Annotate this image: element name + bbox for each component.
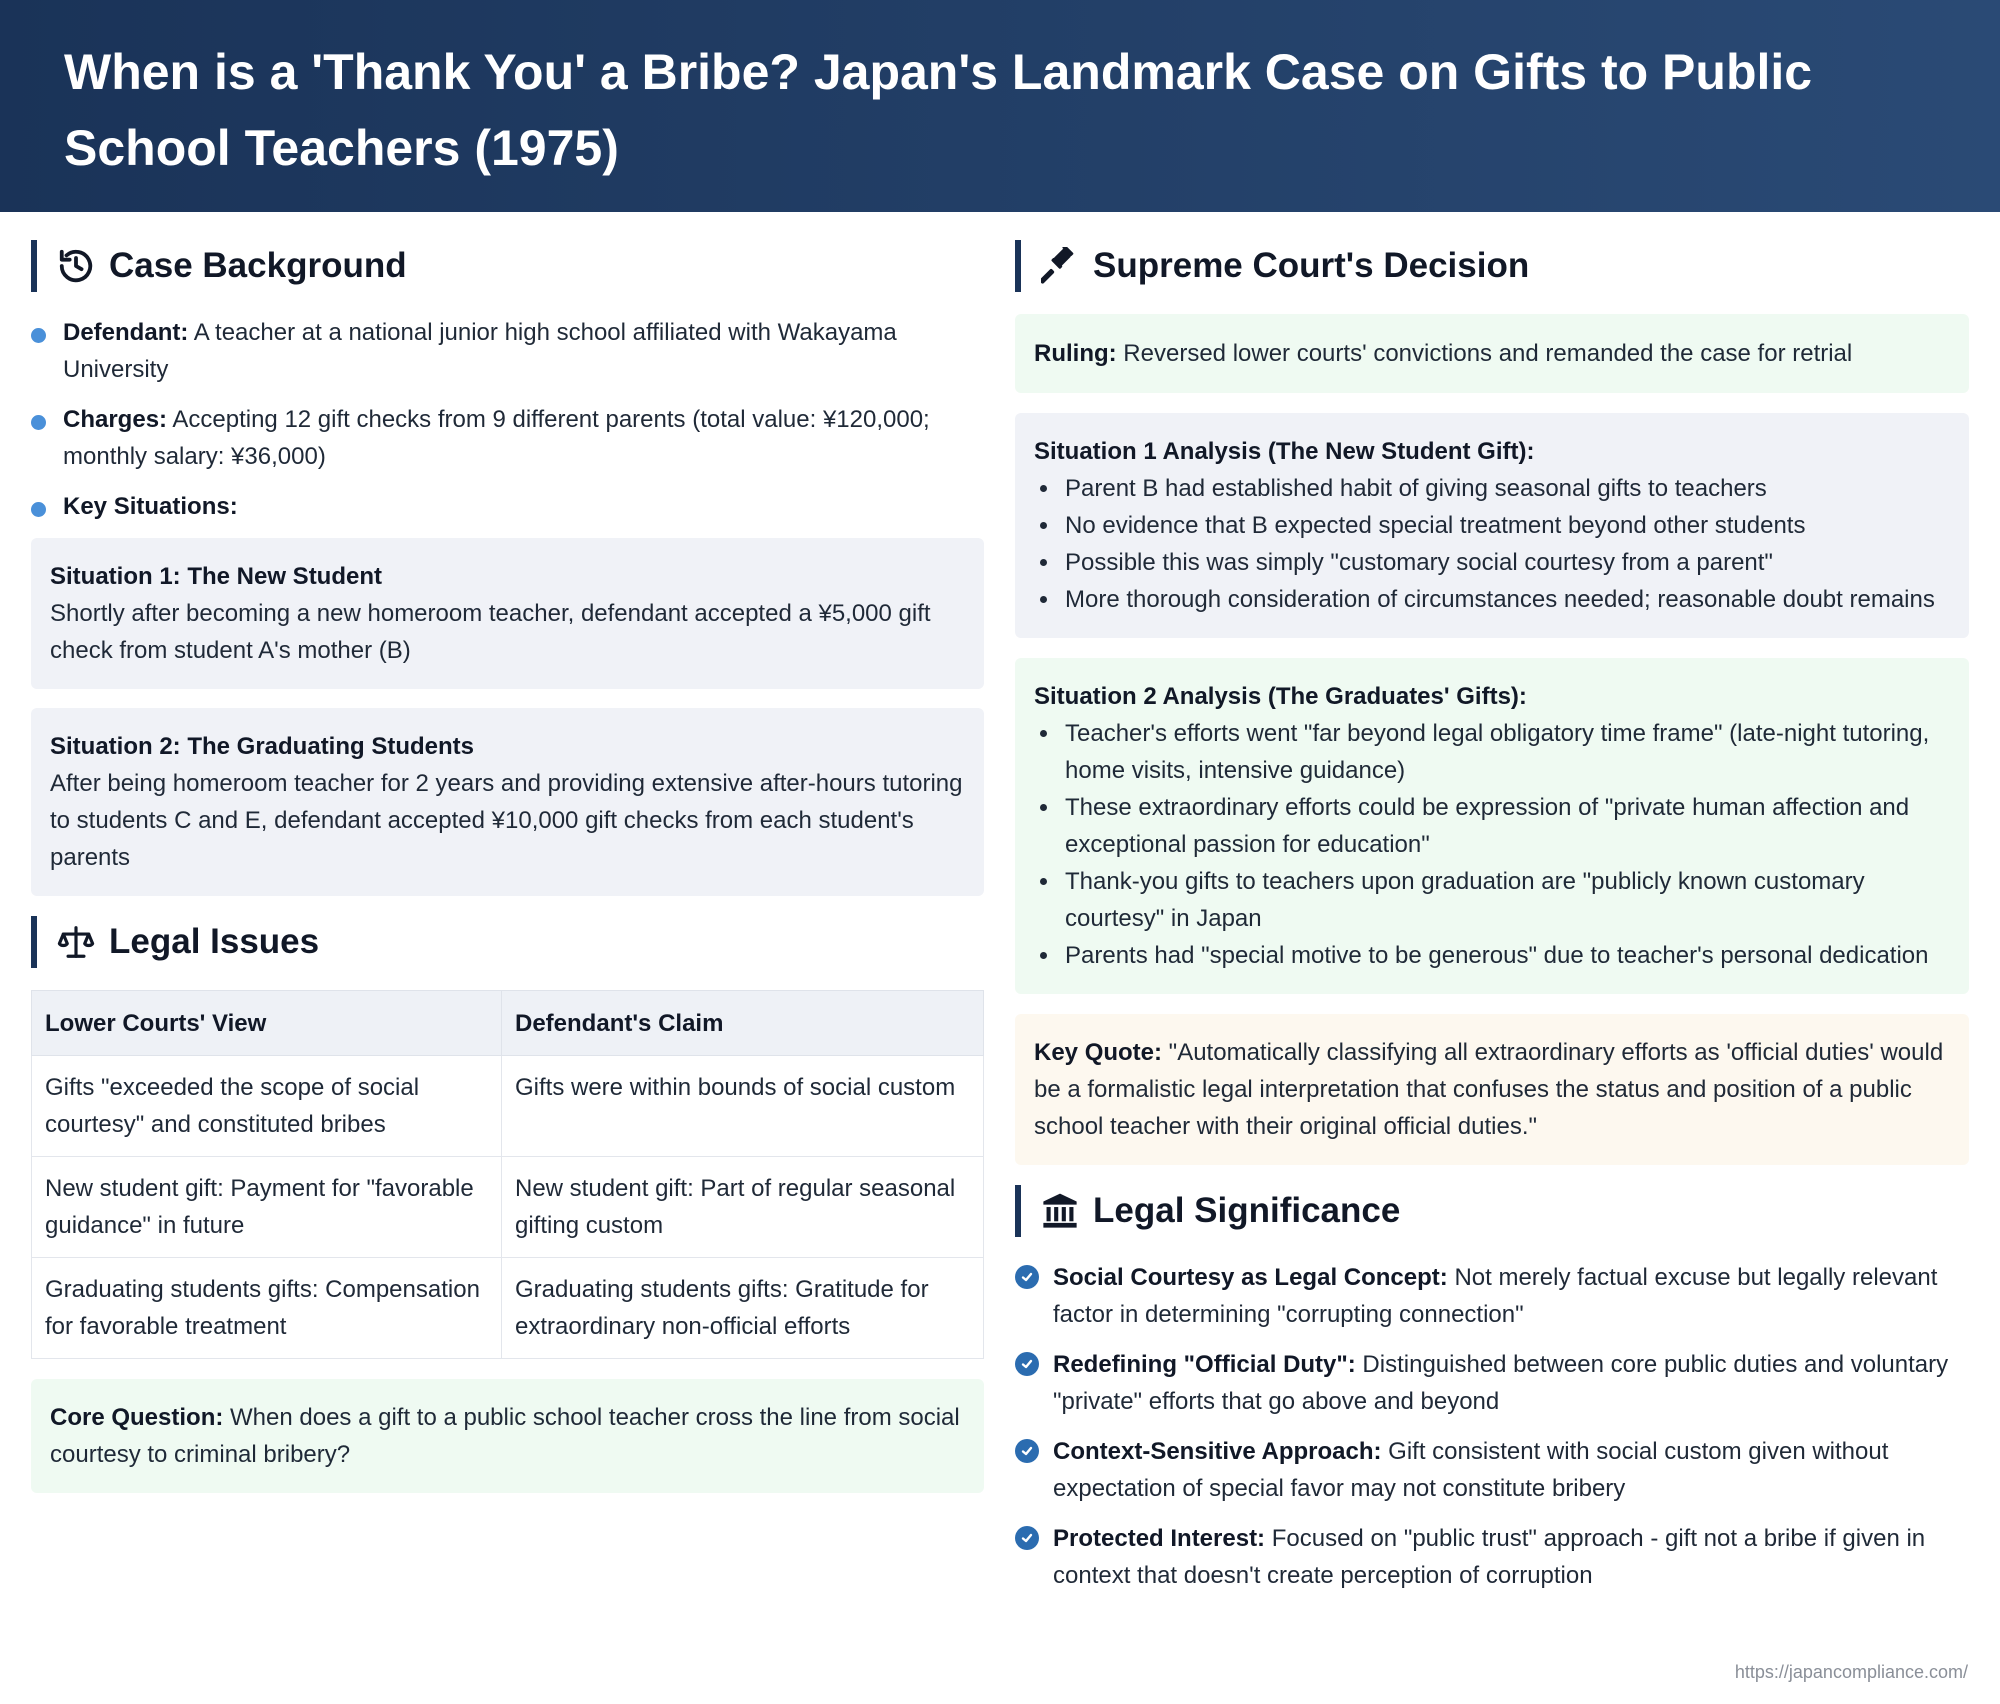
situation-2-analysis-title: Situation 2 Analysis (The Graduates' Gifts): xyxy=(1034,683,1527,710)
list-item: More thorough consideration of circumstances needed; reasonable doubt remains xyxy=(1034,581,1950,618)
key-quote-box xyxy=(1015,1014,1969,1165)
list-item: Thank-you gifts to teachers upon graduation are "publicly known customary courtesy" in Japan xyxy=(1034,863,1950,937)
legal-issues-table xyxy=(31,990,984,1359)
table-cell: Gifts "exceeded the scope of social courtesy" and constituted bribes xyxy=(32,1056,502,1157)
table-cell: New student gift: Part of regular seasonal gifting custom xyxy=(502,1157,984,1258)
table-row xyxy=(32,1056,984,1157)
key-quote-label: Key Quote: xyxy=(1034,1039,1163,1066)
table-cell: New student gift: Payment for "favorable guidance" in future xyxy=(32,1157,502,1258)
lower-courts-header: Lower Courts' View xyxy=(32,991,502,1056)
table-cell: Graduating students gifts: Gratitude for extraordinary non-official efforts xyxy=(502,1258,984,1359)
list-item: Possible this was simply "customary social courtesy from a parent" xyxy=(1034,544,1950,581)
situation-1-text: Shortly after becoming a new homeroom teacher, defendant accepted a ¥5,000 gift check from student A's mother (B) xyxy=(50,600,931,664)
situation-2-analysis-list xyxy=(1034,715,1950,974)
check-circle-icon xyxy=(1015,1265,1039,1289)
check-circle-icon xyxy=(1015,1439,1039,1463)
footer-url: https://japancompliance.com/ xyxy=(1734,1662,1968,1682)
core-question-label: Core Question: xyxy=(50,1404,224,1431)
significance-list xyxy=(1015,1259,1969,1594)
list-item: Teacher's efforts went "far beyond legal obligatory time frame" (late-night tutoring, home visits, intensive guidance) xyxy=(1034,715,1950,789)
background-list xyxy=(31,314,984,525)
legal-issues-title: Legal Issues xyxy=(109,922,320,961)
right-column xyxy=(1015,240,1969,1607)
history-icon xyxy=(57,247,95,285)
situation-1-box xyxy=(31,538,984,689)
table-row xyxy=(32,1157,984,1258)
institution-icon xyxy=(1041,1192,1079,1230)
list-item: Parents had "special motive to be generous" due to teacher's personal dedication xyxy=(1034,937,1950,974)
situation-2-analysis-box xyxy=(1015,658,1969,994)
left-column xyxy=(31,240,984,1493)
check-circle-icon xyxy=(1015,1352,1039,1376)
page-header xyxy=(0,0,2000,212)
ruling-text: Reversed lower courts' convictions and remanded the case for retrial xyxy=(1116,340,1853,367)
situation-1-analysis-list xyxy=(1034,470,1950,618)
key-situations-item: Key Situations: xyxy=(31,488,984,525)
table-header-row xyxy=(32,991,984,1056)
scales-icon xyxy=(57,923,95,961)
situation-1-title: Situation 1: The New Student xyxy=(50,563,383,590)
bullet-dot-icon xyxy=(31,328,46,343)
decision-title: Supreme Court's Decision xyxy=(1093,246,1530,285)
table-cell: Gifts were within bounds of social custom xyxy=(502,1056,984,1157)
bullet-dot-icon xyxy=(31,415,46,430)
situation-2-box xyxy=(31,708,984,896)
case-background-title: Case Background xyxy=(109,246,407,285)
charges-item: Charges: Accepting 12 gift checks from 9 different parents (total value: ¥120,000; monthly salary: ¥36,000) xyxy=(31,401,984,475)
defendant-item: Defendant: A teacher at a national junior high school affiliated with Wakayama University xyxy=(31,314,984,388)
situation-2-text: After being homeroom teacher for 2 years and providing extensive after-hours tutoring to students C and E, defendant accepted ¥10,000 gift checks from each student's parents xyxy=(50,770,963,871)
list-item: Context-Sensitive Approach: Gift consistent with social custom given without expectation of special favor may not constitute bribery xyxy=(1015,1433,1969,1507)
situation-1-analysis-title: Situation 1 Analysis (The New Student Gift): xyxy=(1034,438,1535,465)
table-row xyxy=(32,1258,984,1359)
legal-issues-heading xyxy=(31,916,984,968)
decision-heading xyxy=(1015,240,1969,292)
defendant-claim-header: Defendant's Claim xyxy=(502,991,984,1056)
check-circle-icon xyxy=(1015,1526,1039,1550)
list-item: Social Courtesy as Legal Concept: Not merely factual excuse but legally relevant factor in determining "corrupting connection" xyxy=(1015,1259,1969,1333)
page-title: When is a 'Thank You' a Bribe? Japan's Landmark Case on Gifts to Public School Teachers (1975) xyxy=(64,44,1813,176)
bullet-dot-icon xyxy=(31,502,46,517)
situation-1-analysis-box xyxy=(1015,413,1969,638)
gavel-icon xyxy=(1041,247,1079,285)
key-quote-text: "Automatically classifying all extraordinary efforts as 'official duties' would be a formalistic legal interpretation that confuses the status and position of a public school teacher with their original official duties." xyxy=(1034,1039,1944,1140)
list-item: Protected Interest: Focused on "public trust" approach - gift not a bribe if given in context that doesn't create perception of corruption xyxy=(1015,1520,1969,1594)
ruling-label: Ruling: xyxy=(1034,340,1117,367)
core-question-box xyxy=(31,1379,984,1493)
ruling-box xyxy=(1015,314,1969,393)
situation-2-title: Situation 2: The Graduating Students xyxy=(50,733,475,760)
list-item: Redefining "Official Duty": Distinguished between core public duties and voluntary "private" efforts that go above and beyond xyxy=(1015,1346,1969,1420)
list-item: No evidence that B expected special treatment beyond other students xyxy=(1034,507,1950,544)
list-item: Parent B had established habit of giving seasonal gifts to teachers xyxy=(1034,470,1950,507)
core-question-text: When does a gift to a public school teacher cross the line from social courtesy to criminal bribery? xyxy=(50,1404,960,1468)
legal-significance-title: Legal Significance xyxy=(1093,1191,1401,1230)
table-cell: Graduating students gifts: Compensation for favorable treatment xyxy=(32,1258,502,1359)
legal-significance-heading xyxy=(1015,1185,1969,1237)
list-item: These extraordinary efforts could be expression of "private human affection and exceptional passion for education" xyxy=(1034,789,1950,863)
case-background-heading xyxy=(31,240,984,292)
